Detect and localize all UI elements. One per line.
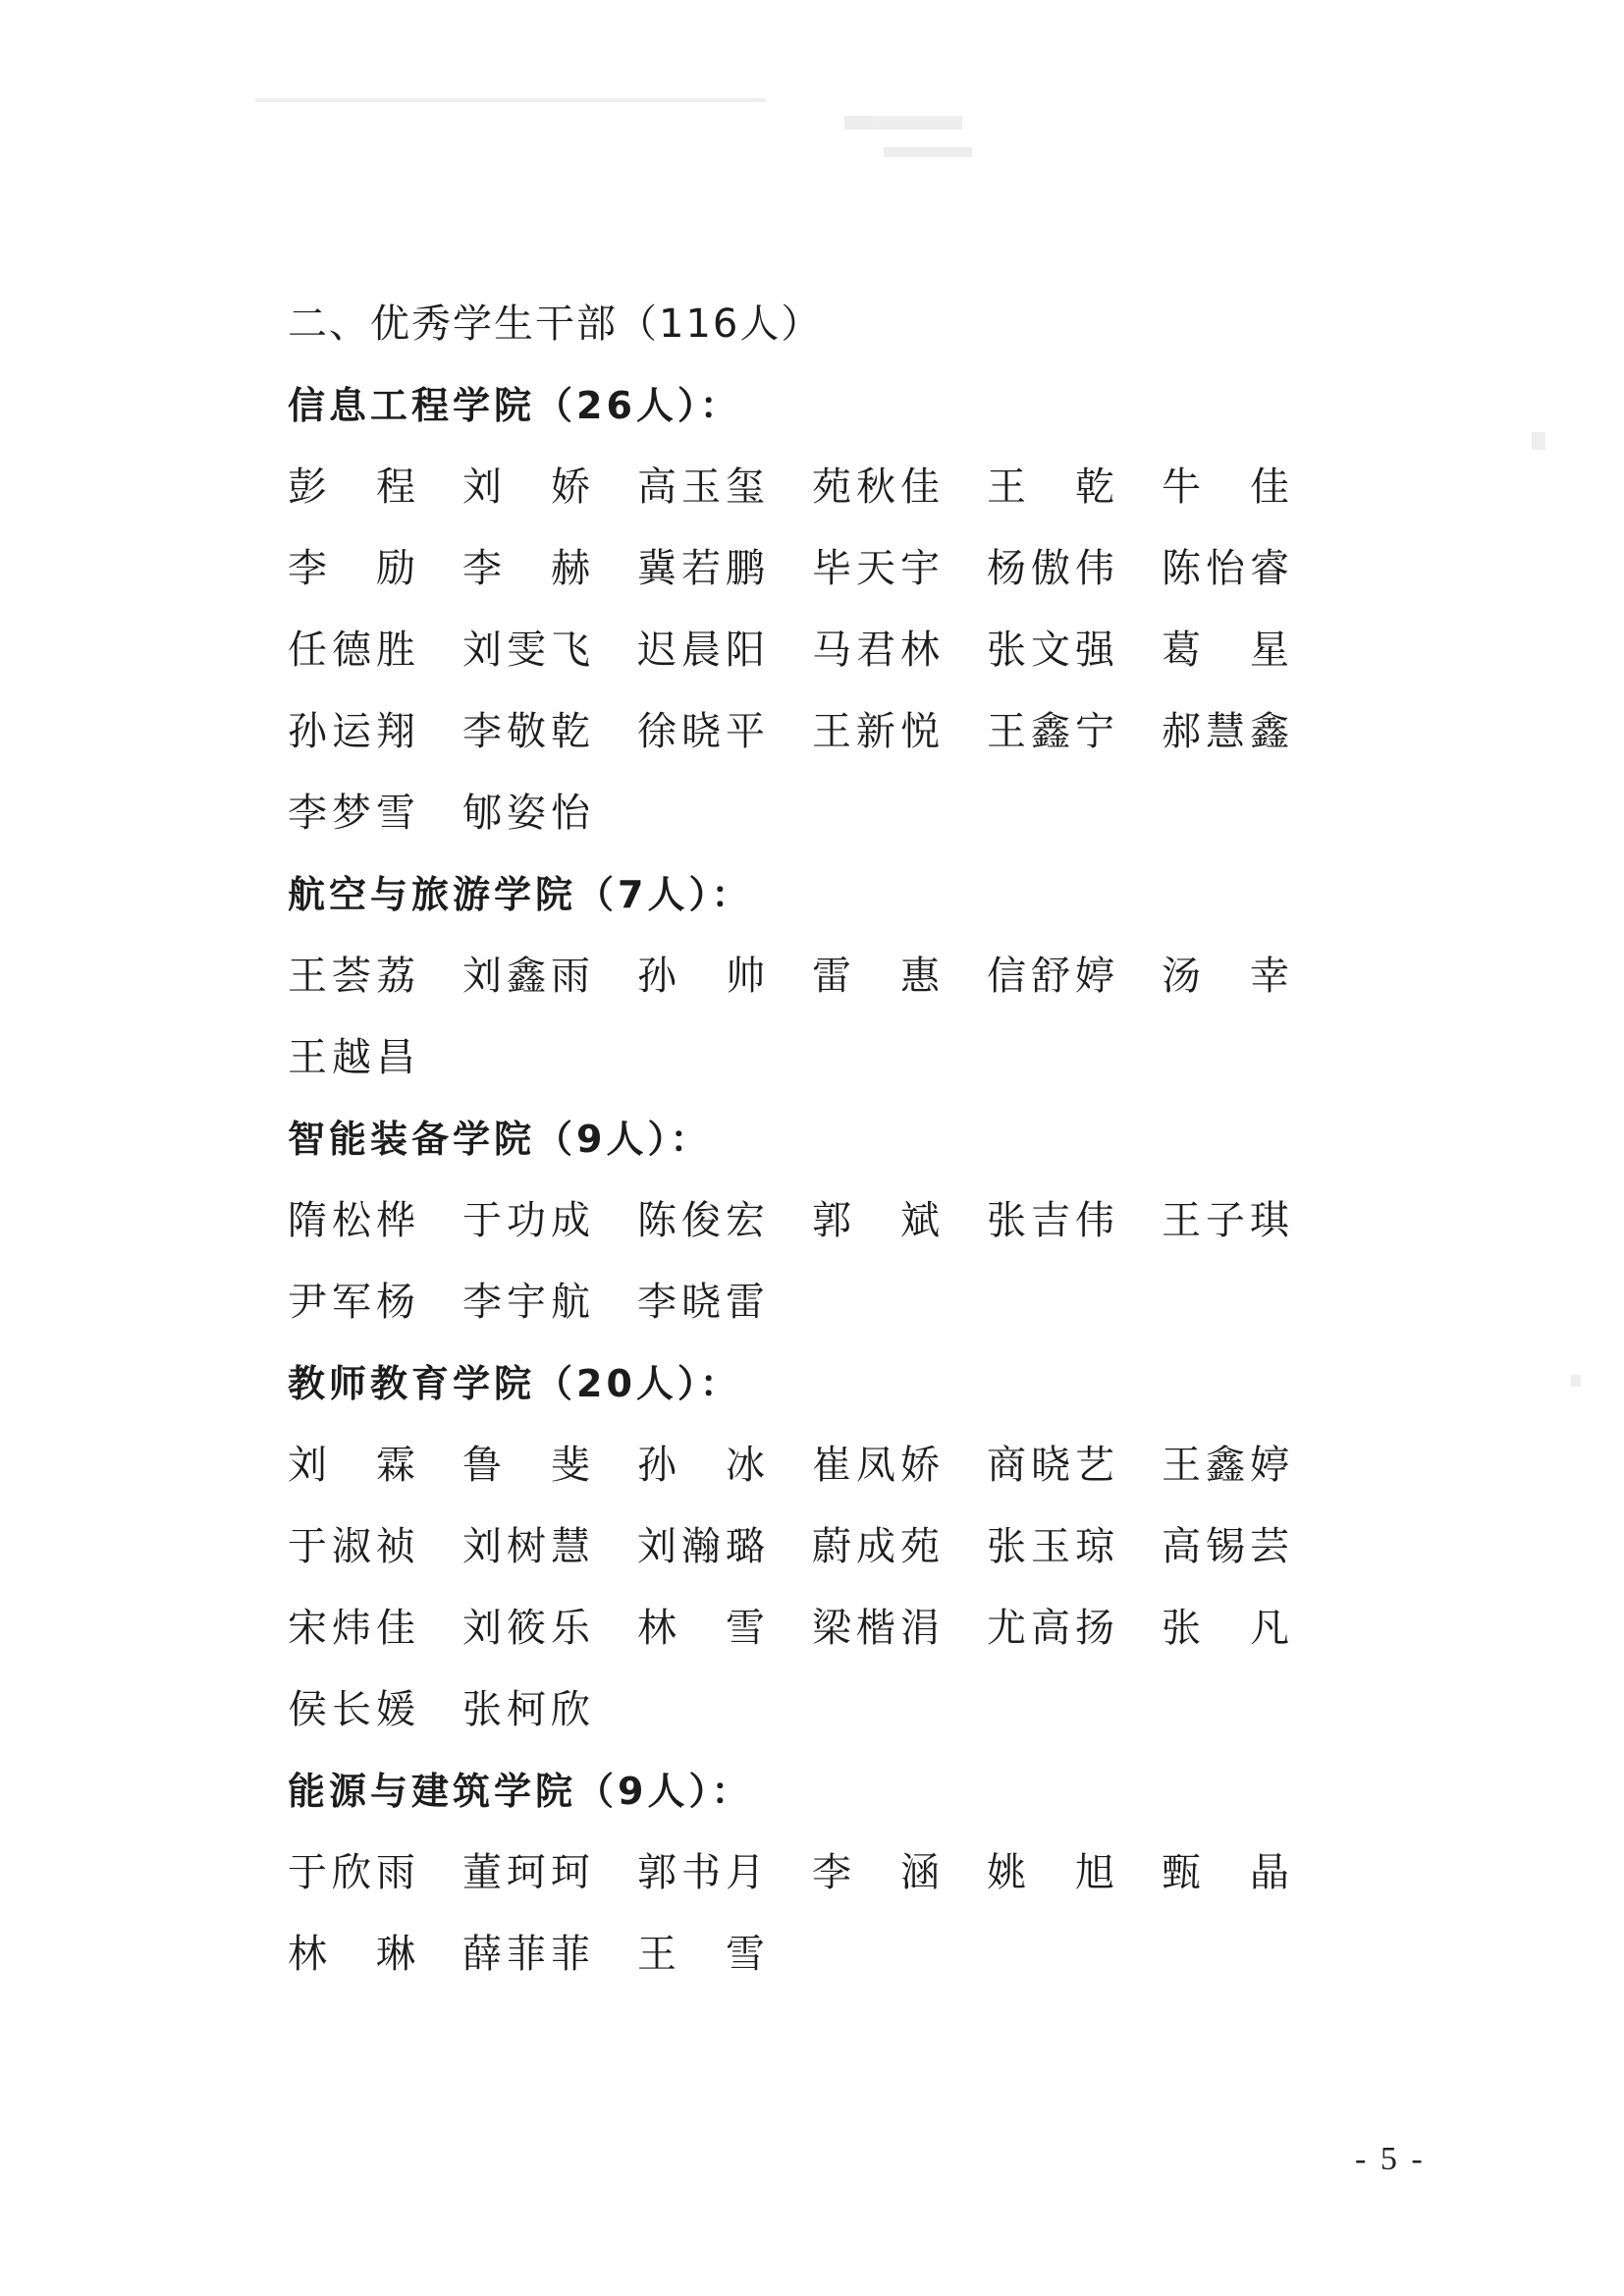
student-name: 高 锡 芸 (1162, 1524, 1289, 1569)
student-name: 隋 松 桦 (288, 1198, 415, 1243)
student-name: 张 柯 欣 (462, 1687, 590, 1732)
student-name: 于 功 成 (462, 1198, 590, 1243)
student-name: 李 晓 雷 (637, 1280, 765, 1325)
student-name: 李 励 (288, 546, 415, 591)
student-name: 董 珂 珂 (462, 1850, 590, 1895)
college-title: 航空与旅游学院（7人）： (288, 873, 753, 916)
student-name: 于 淑 祯 (288, 1524, 415, 1569)
student-name: 孙 帅 (637, 954, 765, 999)
student-name: 任 德 胜 (288, 628, 415, 673)
college-title: 教师教育学院（20人）： (288, 1362, 741, 1405)
student-name: 林 雪 (637, 1606, 765, 1651)
student-name: 尤 高 扬 (987, 1606, 1114, 1651)
student-name: 鲁 斐 (462, 1443, 590, 1488)
student-name: 刘 树 慧 (462, 1524, 590, 1569)
student-name: 张 吉 伟 (987, 1198, 1114, 1243)
student-name: 崔 凤 娇 (812, 1443, 940, 1488)
student-name: 信 舒 婷 (987, 954, 1114, 999)
college-list (288, 384, 1348, 1977)
student-name: 刘 霖 (288, 1443, 415, 1488)
college-title: 信息工程学院（26人）： (288, 384, 741, 427)
student-name: 葛 星 (1162, 628, 1289, 673)
student-name: 王 雪 (637, 1932, 765, 1977)
student-name: 王 子 琪 (1162, 1198, 1289, 1243)
student-name: 刘 鑫 雨 (462, 954, 590, 999)
name-grid (288, 465, 1348, 836)
student-name: 宋 炜 佳 (288, 1606, 415, 1651)
section-heading: 二、优秀学生干部（116人） (288, 301, 823, 347)
student-name: 高 玉 玺 (637, 465, 765, 510)
student-name: 王 越 昌 (288, 1035, 415, 1080)
student-name: 冀 若 鹏 (637, 546, 765, 591)
student-name: 甄 晶 (1162, 1850, 1289, 1895)
student-name: 毕 天 宇 (812, 546, 940, 591)
student-name: 迟 晨 阳 (637, 628, 765, 673)
student-name: 陈 俊 宏 (637, 1198, 765, 1243)
name-grid (288, 1443, 1348, 1732)
student-name: 张 凡 (1162, 1606, 1289, 1651)
student-name: 薛 菲 菲 (462, 1932, 590, 1977)
student-name: 孙 运 翔 (288, 709, 415, 754)
student-name: 刘 瀚 璐 (637, 1524, 765, 1569)
student-name: 孙 冰 (637, 1443, 765, 1488)
student-name: 刘 筱 乐 (462, 1606, 590, 1651)
student-name: 李 赫 (462, 546, 590, 591)
student-name: 侯 长 媛 (288, 1687, 415, 1732)
student-name: 郇 姿 怡 (462, 791, 590, 836)
student-name: 徐 晓 平 (637, 709, 765, 754)
name-grid (288, 954, 1348, 1080)
student-name: 梁 楷 涓 (812, 1606, 940, 1651)
student-name: 王 鑫 宁 (987, 709, 1114, 754)
student-name: 苑 秋 佳 (812, 465, 940, 510)
student-name: 李 宇 航 (462, 1280, 590, 1325)
student-name: 王 新 悦 (812, 709, 940, 754)
student-name: 刘 雯 飞 (462, 628, 590, 673)
student-name: 郝 慧 鑫 (1162, 709, 1289, 754)
student-name: 蔚 成 苑 (812, 1524, 940, 1569)
student-name: 陈 怡 睿 (1162, 546, 1289, 591)
student-name: 汤 幸 (1162, 954, 1289, 999)
student-name: 郭 书 月 (637, 1850, 765, 1895)
college-title: 能源与建筑学院（9人）： (288, 1770, 753, 1813)
student-name: 张 玉 琼 (987, 1524, 1114, 1569)
student-name: 刘 娇 (462, 465, 590, 510)
student-name: 李 涵 (812, 1850, 940, 1895)
student-name: 于 欣 雨 (288, 1850, 415, 1895)
student-name: 杨 傲 伟 (987, 546, 1114, 591)
student-name: 牛 佳 (1162, 465, 1289, 510)
student-name: 王 荟 荔 (288, 954, 415, 999)
student-name: 王 乾 (987, 465, 1114, 510)
college-title: 智能装备学院（9人）： (288, 1118, 712, 1161)
student-name: 商 晓 艺 (987, 1443, 1114, 1488)
student-name: 李 梦 雪 (288, 791, 415, 836)
student-name: 林 琳 (288, 1932, 415, 1977)
document-body (288, 301, 1348, 1977)
name-grid (288, 1198, 1348, 1325)
student-name: 尹 军 杨 (288, 1280, 415, 1325)
student-name: 彭 程 (288, 465, 415, 510)
student-name: 李 敬 乾 (462, 709, 590, 754)
student-name: 王 鑫 婷 (1162, 1443, 1289, 1488)
page-number: - 5 - (1355, 2141, 1426, 2177)
student-name: 雷 惠 (812, 954, 940, 999)
name-grid (288, 1850, 1348, 1977)
student-name: 姚 旭 (987, 1850, 1114, 1895)
student-name: 郭 斌 (812, 1198, 940, 1243)
student-name: 张 文 强 (987, 628, 1114, 673)
student-name: 马 君 林 (812, 628, 940, 673)
